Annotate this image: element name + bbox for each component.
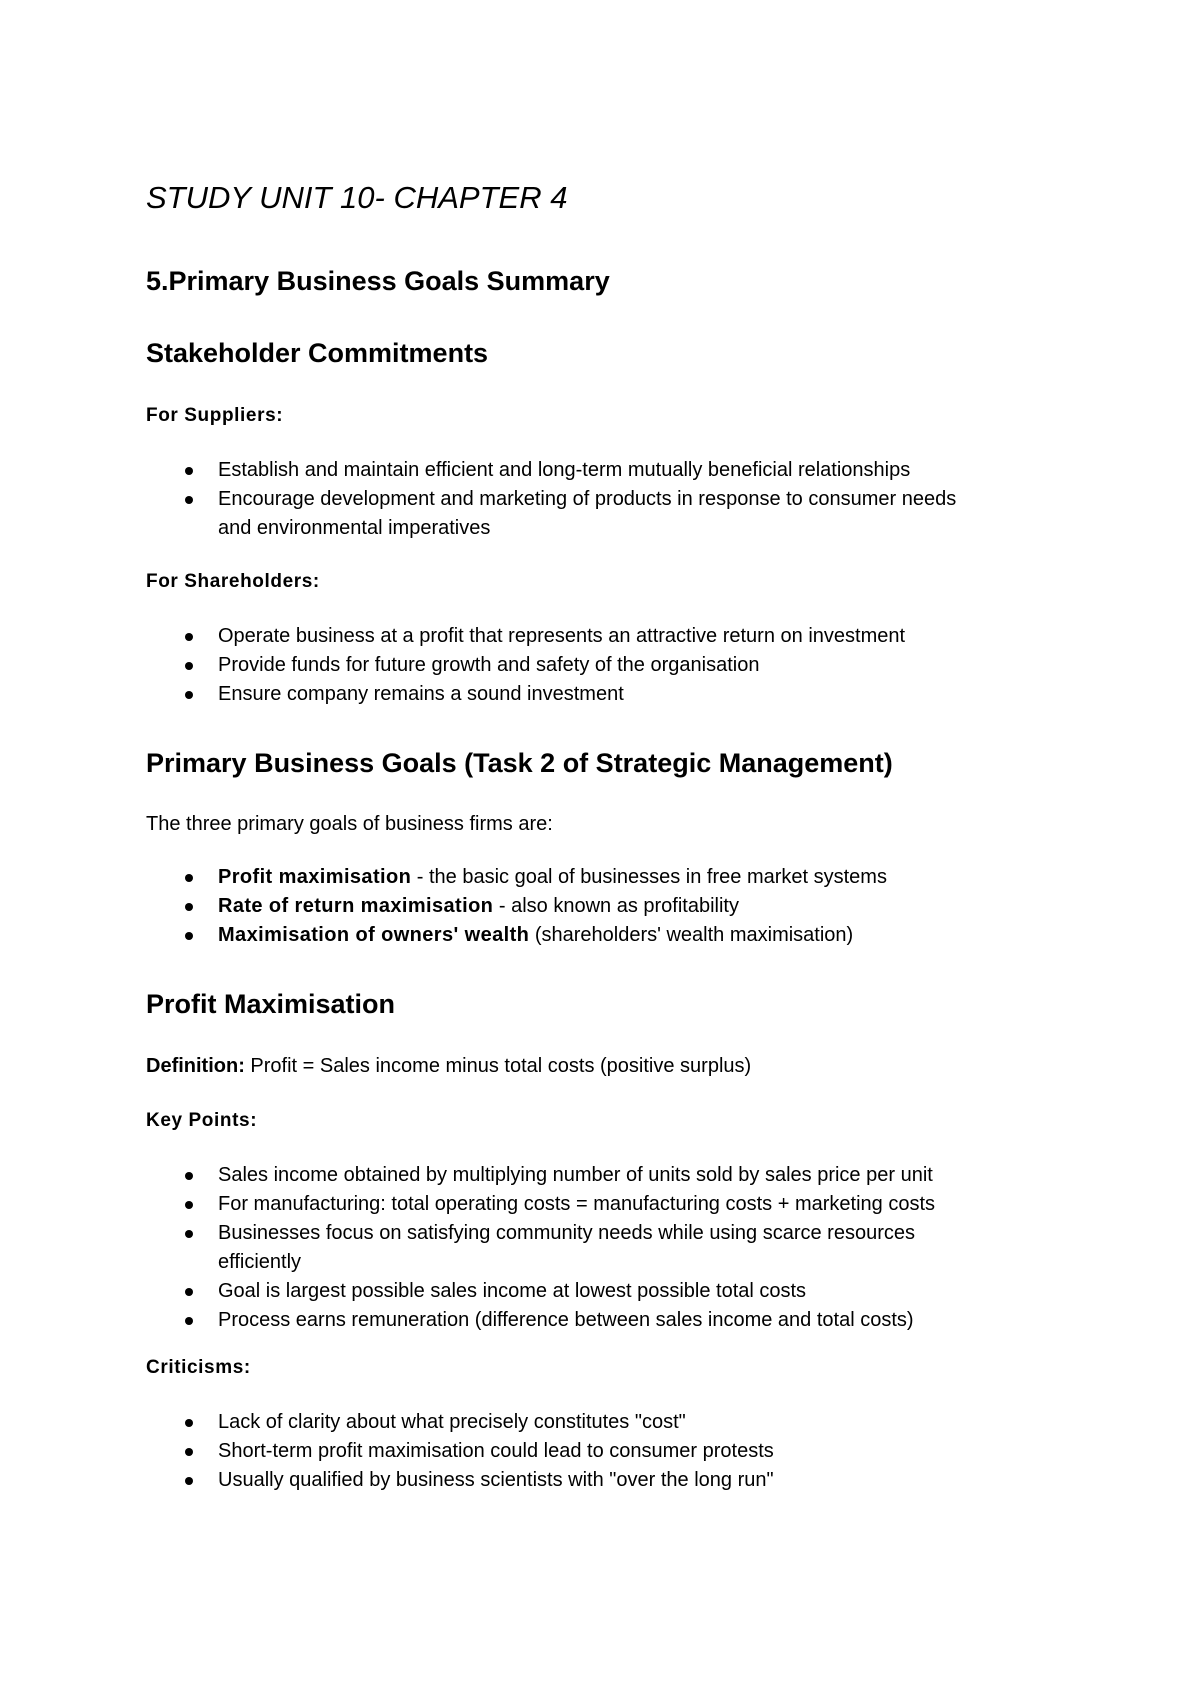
shareholders-label: For Shareholders: xyxy=(146,571,320,592)
bullet-icon xyxy=(185,874,193,882)
list-item: Goal is largest possible sales income at lowest possible total costs xyxy=(146,1277,1066,1306)
list-item-continuation: and environmental imperatives xyxy=(218,517,491,539)
list-item: For manufacturing: total operating costs = manufacturing costs + marketing costs xyxy=(146,1190,1066,1219)
list-item: Short-term profit maximisation could lead to consumer protests xyxy=(146,1437,1066,1466)
suppliers-label: For Suppliers: xyxy=(146,405,284,426)
key-points-label: Key Points: xyxy=(146,1110,258,1131)
bullet-icon xyxy=(185,903,193,911)
key-points-list xyxy=(146,1161,1066,1335)
shareholders-list xyxy=(146,622,1066,709)
list-item: Sales income obtained by multiplying number of units sold by sales price per unit xyxy=(146,1161,1066,1190)
bullet-icon xyxy=(185,1419,193,1427)
bullet-icon xyxy=(185,467,193,475)
profit-max-heading: Profit Maximisation xyxy=(146,989,396,1019)
list-item: Profit maximisation - the basic goal of businesses in free market systems xyxy=(146,863,1066,892)
definition-text: Profit = Sales income minus total costs (positive surplus) xyxy=(244,1055,752,1077)
list-item: Ensure company remains a sound investment xyxy=(146,680,1066,709)
bullet-icon xyxy=(185,1201,193,1209)
list-item: Process earns remuneration (difference between sales income and total costs) xyxy=(146,1306,1066,1335)
list-item: Businesses focus on satisfying community needs while using scarce resources xyxy=(146,1219,1066,1248)
definition-label: Definition: xyxy=(146,1055,245,1077)
primary-goals-intro: The three primary goals of business firms are: xyxy=(146,813,553,835)
criticisms-label: Criticisms: xyxy=(146,1357,251,1378)
bullet-icon xyxy=(185,691,193,699)
section-heading: 5.Primary Business Goals Summary xyxy=(146,266,610,296)
definition xyxy=(146,1055,751,1078)
list-item: Maximisation of owners' wealth (shareholders' wealth maximisation) xyxy=(146,921,1066,950)
bullet-icon xyxy=(185,1230,193,1238)
criticisms-list xyxy=(146,1408,1066,1495)
bullet-icon xyxy=(185,1288,193,1296)
list-item: Establish and maintain efficient and long-term mutually beneficial relationships xyxy=(146,456,1066,485)
list-item: Usually qualified by business scientists with "over the long run" xyxy=(146,1466,1066,1495)
list-item: Provide funds for future growth and safety of the organisation xyxy=(146,651,1066,680)
bullet-icon xyxy=(185,662,193,670)
bullet-icon xyxy=(185,932,193,940)
bullet-icon xyxy=(185,1448,193,1456)
bullet-icon xyxy=(185,1477,193,1485)
primary-goals-heading: Primary Business Goals (Task 2 of Strategic Management) xyxy=(146,748,893,778)
bullet-icon xyxy=(185,1317,193,1325)
stakeholder-heading: Stakeholder Commitments xyxy=(146,338,489,368)
bullet-icon xyxy=(185,633,193,641)
list-item: Encourage development and marketing of products in response to consumer needs xyxy=(146,485,1066,514)
list-item: Rate of return maximisation - also known as profitability xyxy=(146,892,1066,921)
list-item: Lack of clarity about what precisely constitutes "cost" xyxy=(146,1408,1066,1437)
document-title: STUDY UNIT 10- CHAPTER 4 xyxy=(146,180,568,215)
primary-goals-list xyxy=(146,863,1066,950)
list-item: Operate business at a profit that represents an attractive return on investment xyxy=(146,622,1066,651)
suppliers-list xyxy=(146,456,1066,543)
list-item-continuation: efficiently xyxy=(218,1251,302,1273)
bullet-icon xyxy=(185,496,193,504)
bullet-icon xyxy=(185,1172,193,1180)
